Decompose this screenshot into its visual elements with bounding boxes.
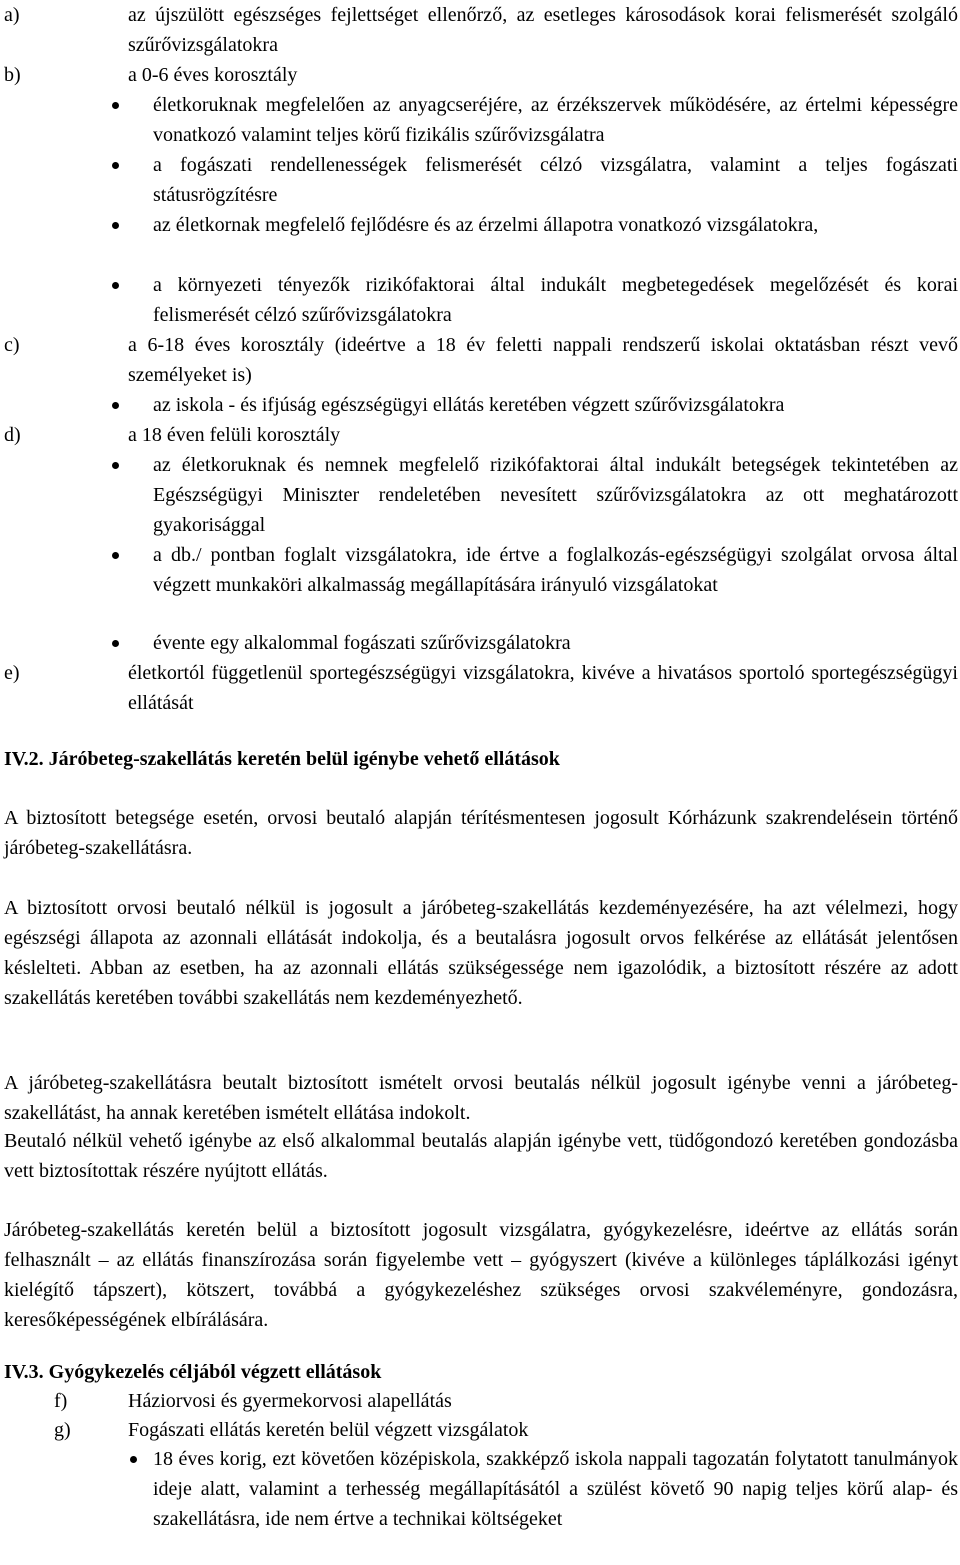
list-item-e: [0, 658, 958, 718]
list-text: az újszülött egészséges fejlettséget ellenőrző, az esetleges károsodások korai felismerését szolgáló szűrővizsgálatokra: [128, 4, 958, 56]
list-label: f): [54, 1390, 68, 1412]
list-text: a 6-18 éves korosztály (ideértve a 18 év feletti nappali rendszerű iskolai oktatásban részt vevő személyeket is): [128, 334, 958, 386]
section-heading-iv2: IV.2. Járóbeteg-szakellátás keretén belül igénybe vehető ellátások: [4, 748, 560, 770]
bullet-text: az iskola - és ifjúság egészségügyi ellátás keretében végzett szűrővizsgálatokra: [153, 394, 785, 416]
bullet-icon: [112, 640, 119, 647]
list-text: a 18 éven felüli korosztály: [128, 424, 341, 446]
list-text: Fogászati ellátás keretén belül végzett vizsgálatok: [128, 1419, 529, 1441]
list-label: e): [4, 662, 20, 684]
bullet-text: 18 éves korig, ezt követően középiskola, szakképző iskola nappali tagozatán folytatott tanulmányok ideje alatt, valamint a terhesség megállapításától a szülést követő 90 napig teljes körű alap- és szakellátásra, ide nem értve a technikai költségeket: [153, 1448, 958, 1530]
list-item-d: [0, 420, 958, 450]
list-label: g): [54, 1419, 71, 1441]
bullet-item: [0, 90, 958, 150]
paragraph: A biztosított orvosi beutaló nélkül is jogosult a járóbeteg-szakellátás kezdeményezésére, ha azt vélelmezi, hogy egészségi állapota az azonnali ellátását indokolja, és a beutalásra jogosult orvos felkérése az ellátását jelentősen késlelteti. Abban az esetben, ha az azonnali ellátás szükségessége nem igazolódik, a biztosított részére az adott szakellátás keretében további szakellátás nem kezdeményezhető.: [4, 897, 958, 1009]
bullet-text: évente egy alkalommal fogászati szűrővizsgálatokra: [153, 632, 571, 654]
list-label: d): [4, 424, 21, 446]
section-heading-iv3: IV.3. Gyógykezelés céljából végzett ellátások: [4, 1361, 382, 1383]
bullet-text: a fogászati rendellenességek felismerését célzó vizsgálatra, valamint a teljes fogászati státusrögzítésre: [153, 154, 958, 206]
bullet-item: [0, 540, 958, 600]
list-text: Háziorvosi és gyermekorvosi alapellátás: [128, 1390, 452, 1412]
paragraph: Járóbeteg-szakellátás keretén belül a biztosított jogosult vizsgálatra, gyógykezelésre, ideértve az ellátás során felhasznált – az ellátás finanszírozása során figyelembe vett – gyógyszert (kivéve a különleges táplálkozási igényt kielégítő tápszert), kötszert, továbbá a gyógykezeléshez szükséges orvosi szakvéleményre, gondozásra, keresőképességének elbírálására.: [4, 1219, 958, 1331]
bullet-item: [0, 450, 958, 540]
bullet-icon: [130, 1456, 137, 1463]
list-item-c: [0, 330, 958, 390]
bullet-icon: [112, 552, 119, 559]
bullet-icon: [112, 102, 119, 109]
list-text: a 0-6 éves korosztály: [128, 64, 298, 86]
list-item-b: [0, 60, 958, 90]
paragraph: A biztosított betegsége esetén, orvosi beutaló alapján térítésmentesen jogosult Kórházunk szakrendelésein történő járóbeteg-szakellátásra.: [4, 807, 958, 859]
bullet-icon: [112, 462, 119, 469]
bullet-text: életkoruknak megfelelően az anyagcseréjére, az érzékszervek működésére, az értelmi képességre vonatkozó valamint teljes körű fizikális szűrővizsgálatra: [153, 94, 958, 146]
bullet-text: a db./ pontban foglalt vizsgálatokra, ide értve a foglalkozás-egészségügyi szolgálat orvosa által végzett munkaköri alkalmasság megállapítására irányuló vizsgálatokat: [153, 544, 958, 596]
list-text: életkortól függetlenül sportegészségügyi vizsgálatokra, kivéve a hivatásos sportoló sportegészségügyi ellátását: [128, 662, 958, 714]
list-item-f: [0, 1386, 958, 1416]
bullet-item: [0, 150, 958, 210]
bullet-text: az életkornak megfelelő fejlődésre és az érzelmi állapotra vonatkozó vizsgálatokra,: [153, 214, 819, 236]
paragraph: Beutaló nélkül vehető igénybe az első alkalommal beutalás alapján igénybe vett, tüdőgondozó keretében gondozásba vett biztosítottak részére nyújtott ellátás.: [4, 1130, 958, 1182]
bullet-icon: [112, 402, 119, 409]
bullet-icon: [112, 222, 119, 229]
paragraph: A járóbeteg-szakellátásra beutalt biztosított ismételt orvosi beutalás nélkül jogosult igénybe venni a járóbeteg-szakellátást, ha annak keretében ismételt ellátása indokolt.: [4, 1072, 958, 1124]
list-item-g: [0, 1415, 958, 1445]
list-item-a: [0, 0, 958, 60]
bullet-item: [0, 390, 958, 420]
list-label: b): [4, 64, 21, 86]
list-label: a): [4, 4, 20, 26]
bullet-item: [0, 628, 958, 658]
bullet-item: [0, 270, 958, 330]
bullet-icon: [112, 282, 119, 289]
bullet-item: [0, 1444, 958, 1534]
bullet-icon: [112, 162, 119, 169]
bullet-text: az életkoruknak és nemnek megfelelő rizikófaktorai által indukált betegségek tekintetében az Egészségügyi Miniszter rendeletében nevesített szűrővizsgálatokra az ott meghatározott gyakorisággal: [153, 454, 958, 536]
bullet-text: a környezeti tényezők rizikófaktorai által indukált megbetegedések megelőzését és korai felismerését célzó szűrővizsgálatokra: [153, 274, 958, 326]
list-label: c): [4, 334, 20, 356]
bullet-item: [0, 210, 958, 240]
